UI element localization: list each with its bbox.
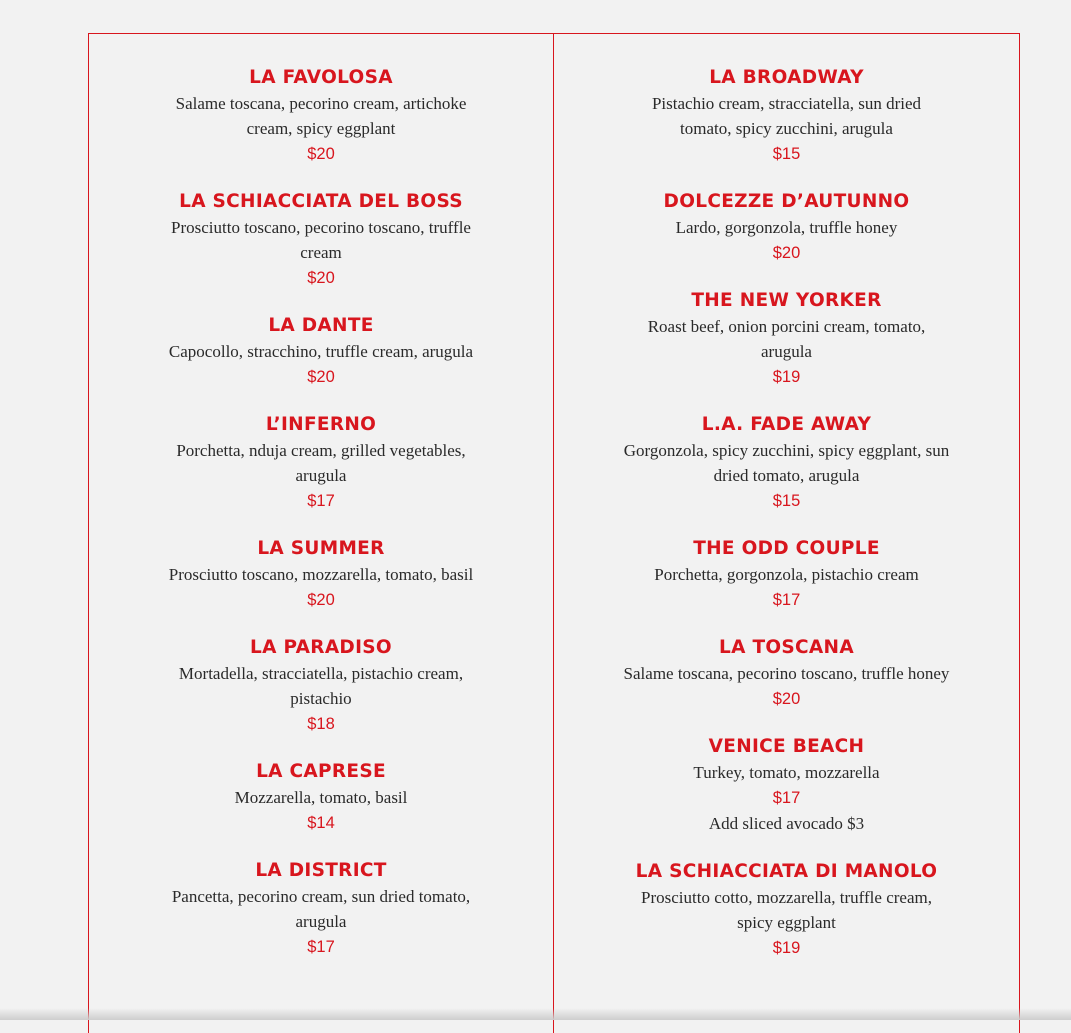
item-price: $20	[89, 587, 553, 613]
menu-item	[89, 65, 553, 167]
item-description: Gorgonzola, spicy zucchini, spicy eggplant, sun dried tomato, arugula	[607, 438, 967, 488]
menu-item	[554, 536, 1019, 613]
item-price: $17	[554, 785, 1019, 811]
menu-item	[554, 734, 1019, 837]
item-description: Roast beef, onion porcini cream, tomato, arugula	[622, 314, 952, 364]
menu-frame	[88, 33, 1020, 1033]
item-price: $18	[89, 711, 553, 737]
bottom-fade	[0, 1008, 1071, 1020]
menu-item	[554, 65, 1019, 167]
item-price: $17	[89, 488, 553, 514]
menu-item	[89, 412, 553, 514]
item-name: LA FAVOLOSA	[89, 65, 553, 91]
item-name: LA DANTE	[89, 313, 553, 339]
item-description: Prosciutto toscano, mozzarella, tomato, basil	[141, 562, 501, 587]
item-description: Salame toscana, pecorino cream, artichoke cream, spicy eggplant	[151, 91, 491, 141]
item-price: $15	[554, 488, 1019, 514]
item-price: $20	[89, 364, 553, 390]
item-name: LA SCHIACCIATA DEL BOSS	[89, 189, 553, 215]
item-price: $20	[89, 141, 553, 167]
item-price: $20	[554, 686, 1019, 712]
item-name: LA BROADWAY	[554, 65, 1019, 91]
menu-column-right	[554, 34, 1019, 1033]
menu-item	[554, 189, 1019, 266]
menu-item	[89, 635, 553, 737]
item-price: $17	[89, 934, 553, 960]
item-description: Prosciutto toscano, pecorino toscano, truffle cream	[149, 215, 494, 265]
item-description: Porchetta, gorgonzola, pistachio cream	[607, 562, 967, 587]
item-description: Lardo, gorgonzola, truffle honey	[612, 215, 962, 240]
menu-item	[554, 288, 1019, 390]
item-description: Pistachio cream, stracciatella, sun dried tomato, spicy zucchini, arugula	[627, 91, 947, 141]
item-name: LA DISTRICT	[89, 858, 553, 884]
menu-item	[554, 635, 1019, 712]
item-description: Pancetta, pecorino cream, sun dried tomato, arugula	[151, 884, 491, 934]
item-description: Porchetta, nduja cream, grilled vegetables, arugula	[156, 438, 486, 488]
item-price: $20	[554, 240, 1019, 266]
item-name: L’INFERNO	[89, 412, 553, 438]
menu-item	[89, 189, 553, 291]
item-name: LA TOSCANA	[554, 635, 1019, 661]
item-description: Mozzarella, tomato, basil	[146, 785, 496, 810]
item-name: DOLCEZZE D’AUTUNNO	[554, 189, 1019, 215]
menu-item	[89, 858, 553, 960]
item-price: $19	[554, 364, 1019, 390]
item-price: $14	[89, 810, 553, 836]
item-description: Salame toscana, pecorino toscano, truffle honey	[622, 661, 952, 686]
item-price: $15	[554, 141, 1019, 167]
item-name: THE NEW YORKER	[554, 288, 1019, 314]
item-description: Mortadella, stracciatella, pistachio cream, pistachio	[156, 661, 486, 711]
menu-item	[554, 412, 1019, 514]
item-name: LA SCHIACCIATA DI MANOLO	[554, 859, 1019, 885]
menu-item	[554, 859, 1019, 961]
item-description: Prosciutto cotto, mozzarella, truffle cream, spicy eggplant	[622, 885, 952, 935]
item-name: LA SUMMER	[89, 536, 553, 562]
item-price: $17	[554, 587, 1019, 613]
menu-item	[89, 536, 553, 613]
menu-item	[89, 759, 553, 836]
item-name: LA PARADISO	[89, 635, 553, 661]
item-note: Add sliced avocado $3	[554, 811, 1019, 837]
item-name: THE ODD COUPLE	[554, 536, 1019, 562]
item-name: LA CAPRESE	[89, 759, 553, 785]
item-description: Turkey, tomato, mozzarella	[612, 760, 962, 785]
item-name: L.A. FADE AWAY	[554, 412, 1019, 438]
item-price: $20	[89, 265, 553, 291]
menu-column-left	[89, 34, 554, 1033]
item-description: Capocollo, stracchino, truffle cream, arugula	[141, 339, 501, 364]
item-name: VENICE BEACH	[554, 734, 1019, 760]
menu-item	[89, 313, 553, 390]
item-price: $19	[554, 935, 1019, 961]
